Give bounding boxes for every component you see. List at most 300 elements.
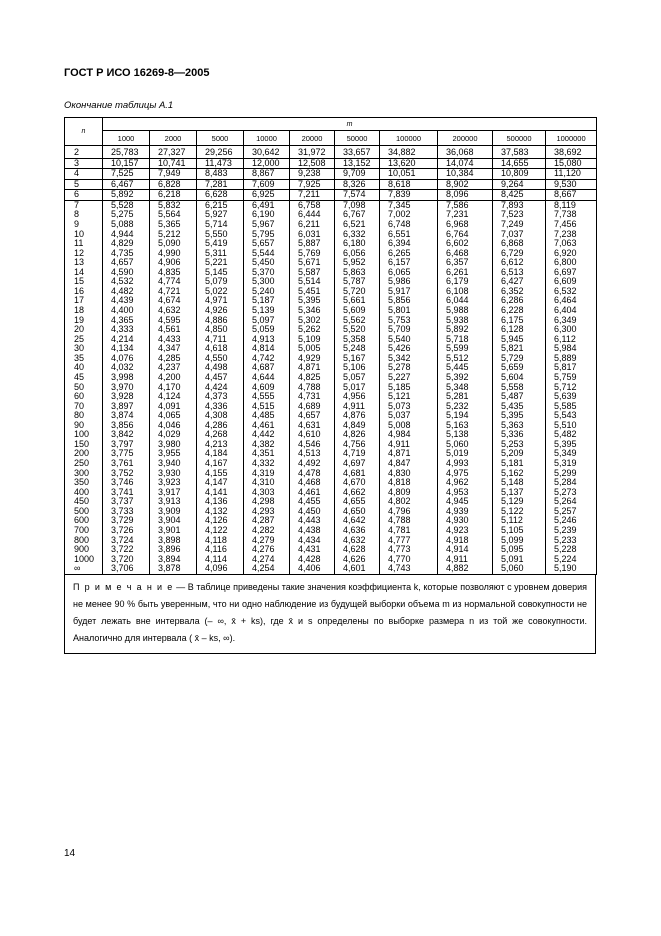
value-cell: 5,426 <box>380 344 438 354</box>
n-cell: 100 <box>65 430 103 440</box>
value-cell: 4,428 <box>290 555 335 565</box>
value-cell: 5,821 <box>493 344 546 354</box>
column-header-m: 2000 <box>150 131 197 146</box>
value-cell: 5,187 <box>244 296 290 306</box>
value-cell: 4,482 <box>103 287 150 297</box>
value-cell: 11,120 <box>546 169 597 180</box>
value-cell: 6,218 <box>150 190 197 201</box>
n-cell: 30 <box>65 344 103 354</box>
value-cell: 3,752 <box>103 469 150 479</box>
value-cell: 6,065 <box>380 268 438 278</box>
value-cell: 6,800 <box>546 258 597 268</box>
value-cell: 5,540 <box>380 335 438 345</box>
n-cell: 10 <box>65 230 103 240</box>
value-cell: 4,809 <box>380 488 438 498</box>
n-cell: 400 <box>65 488 103 498</box>
value-cell: 6,764 <box>438 230 493 240</box>
value-cell: 7,238 <box>546 230 597 240</box>
value-cell: 4,847 <box>380 459 438 469</box>
value-cell: 3,896 <box>150 545 197 555</box>
value-cell: 5,395 <box>546 440 597 450</box>
column-header-m: 1000 <box>103 131 150 146</box>
value-cell: 5,817 <box>546 363 597 373</box>
value-cell: 6,828 <box>150 179 197 190</box>
value-cell: 5,550 <box>197 230 244 240</box>
value-cell: 4,609 <box>244 383 290 393</box>
value-cell: 6,427 <box>493 277 546 287</box>
value-cell: 5,299 <box>546 469 597 479</box>
value-cell: 4,975 <box>438 469 493 479</box>
value-cell: 5,300 <box>244 277 290 287</box>
value-cell: 5,938 <box>438 316 493 326</box>
value-cell: 5,057 <box>335 373 380 383</box>
value-cell: 4,433 <box>150 335 197 345</box>
value-cell: 9,238 <box>290 169 335 180</box>
value-cell: 3,980 <box>150 440 197 450</box>
column-header-m: 1000000 <box>546 131 597 146</box>
value-cell: 4,721 <box>150 287 197 297</box>
n-cell: 9 <box>65 220 103 230</box>
value-cell: 31,972 <box>290 146 335 159</box>
table-container <box>64 117 596 654</box>
value-cell: 5,892 <box>438 325 493 335</box>
n-cell: 450 <box>65 497 103 507</box>
value-cell: 3,998 <box>103 373 150 383</box>
value-cell: 4,802 <box>380 497 438 507</box>
value-cell: 4,118 <box>197 536 244 546</box>
value-cell: 4,628 <box>335 545 380 555</box>
value-cell: 4,406 <box>290 564 335 574</box>
value-cell: 5,832 <box>150 200 197 210</box>
value-cell: 4,962 <box>438 478 493 488</box>
value-cell: 6,056 <box>335 249 380 259</box>
value-cell: 7,456 <box>546 220 597 230</box>
value-cell: 7,574 <box>335 190 380 201</box>
m-header: m <box>103 118 597 131</box>
value-cell: 5,395 <box>290 296 335 306</box>
value-cell: 4,438 <box>290 526 335 536</box>
n-cell: 17 <box>65 296 103 306</box>
value-cell: 7,249 <box>493 220 546 230</box>
value-cell: 5,212 <box>150 230 197 240</box>
value-cell: 4,777 <box>380 536 438 546</box>
value-cell: 4,923 <box>438 526 493 536</box>
n-cell: 5 <box>65 179 103 190</box>
column-header-m: 200000 <box>438 131 493 146</box>
value-cell: 4,351 <box>244 449 290 459</box>
value-cell: 5,162 <box>493 469 546 479</box>
value-cell: 5,370 <box>244 268 290 278</box>
value-cell: 4,237 <box>150 363 197 373</box>
value-cell: 4,498 <box>197 363 244 373</box>
value-cell: 5,482 <box>546 430 597 440</box>
value-cell: 3,797 <box>103 440 150 450</box>
value-cell: 3,940 <box>150 459 197 469</box>
n-cell: 200 <box>65 449 103 459</box>
value-cell: 4,126 <box>197 516 244 526</box>
n-cell: 18 <box>65 306 103 316</box>
value-cell: 5,109 <box>290 335 335 345</box>
value-cell: 4,918 <box>438 536 493 546</box>
value-cell: 4,550 <box>197 354 244 364</box>
value-cell: 3,901 <box>150 526 197 536</box>
value-cell: 6,128 <box>493 325 546 335</box>
value-cell: 5,302 <box>290 316 335 326</box>
value-cell: 4,561 <box>150 325 197 335</box>
value-cell: 4,468 <box>290 478 335 488</box>
value-cell: 5,060 <box>493 564 546 574</box>
value-cell: 5,419 <box>197 239 244 249</box>
value-cell: 4,032 <box>103 363 150 373</box>
value-cell: 4,450 <box>290 507 335 517</box>
value-cell: 3,874 <box>103 411 150 421</box>
value-cell: 4,461 <box>290 488 335 498</box>
value-cell: 6,108 <box>438 287 493 297</box>
value-cell: 15,080 <box>546 158 597 169</box>
value-cell: 4,184 <box>197 449 244 459</box>
value-cell: 4,293 <box>244 507 290 517</box>
n-cell: 8 <box>65 210 103 220</box>
table-row <box>65 158 597 169</box>
value-cell: 5,088 <box>103 220 150 230</box>
value-cell: 4,457 <box>197 373 244 383</box>
value-cell: 5,073 <box>380 402 438 412</box>
value-cell: 4,632 <box>150 306 197 316</box>
value-cell: 5,264 <box>546 497 597 507</box>
value-cell: 4,886 <box>197 316 244 326</box>
value-cell: 4,636 <box>335 526 380 536</box>
value-cell: 4,882 <box>438 564 493 574</box>
value-cell: 4,478 <box>290 469 335 479</box>
value-cell: 5,349 <box>546 449 597 459</box>
value-cell: 7,523 <box>493 210 546 220</box>
value-cell: 4,631 <box>290 421 335 431</box>
value-cell: 10,051 <box>380 169 438 180</box>
value-cell: 4,926 <box>197 306 244 316</box>
value-cell: 4,674 <box>150 296 197 306</box>
value-cell: 4,336 <box>197 402 244 412</box>
value-cell: 3,970 <box>103 383 150 393</box>
value-cell: 5,927 <box>197 210 244 220</box>
value-cell: 6,464 <box>546 296 597 306</box>
value-cell: 3,724 <box>103 536 150 546</box>
value-cell: 3,909 <box>150 507 197 517</box>
value-cell: 5,008 <box>380 421 438 431</box>
value-cell: 4,929 <box>290 354 335 364</box>
value-cell: 4,303 <box>244 488 290 498</box>
value-cell: 5,262 <box>290 325 335 335</box>
value-cell: 4,944 <box>103 230 150 240</box>
value-cell: 4,655 <box>335 497 380 507</box>
value-cell: 6,394 <box>380 239 438 249</box>
value-cell: 4,826 <box>335 430 380 440</box>
value-cell: 5,129 <box>493 497 546 507</box>
value-cell: 5,451 <box>290 287 335 297</box>
value-cell: 5,099 <box>493 536 546 546</box>
value-cell: 6,532 <box>546 287 597 297</box>
value-cell: 6,612 <box>493 258 546 268</box>
value-cell: 7,037 <box>493 230 546 240</box>
value-cell: 5,709 <box>380 325 438 335</box>
value-cell: 6,868 <box>493 239 546 249</box>
value-cell: 3,761 <box>103 459 150 469</box>
value-cell: 4,442 <box>244 430 290 440</box>
value-cell: 4,555 <box>244 392 290 402</box>
value-cell: 5,892 <box>103 190 150 201</box>
value-cell: 5,358 <box>335 335 380 345</box>
value-cell: 5,059 <box>244 325 290 335</box>
value-cell: 5,917 <box>380 287 438 297</box>
value-cell: 4,814 <box>244 344 290 354</box>
value-cell: 4,310 <box>244 478 290 488</box>
value-cell: 8,483 <box>197 169 244 180</box>
value-cell: 5,348 <box>438 383 493 393</box>
value-cell: 4,285 <box>150 354 197 364</box>
value-cell: 4,141 <box>197 488 244 498</box>
value-cell: 14,655 <box>493 158 546 169</box>
value-cell: 4,116 <box>197 545 244 555</box>
value-cell: 7,063 <box>546 239 597 249</box>
value-cell: 6,491 <box>244 200 290 210</box>
value-cell: 7,525 <box>103 169 150 180</box>
value-cell: 4,642 <box>335 516 380 526</box>
value-cell: 8,096 <box>438 190 493 201</box>
value-cell: 3,955 <box>150 449 197 459</box>
value-cell: 6,521 <box>335 220 380 230</box>
value-cell: 5,967 <box>244 220 290 230</box>
table-row <box>65 169 597 180</box>
value-cell: 11,473 <box>197 158 244 169</box>
value-cell: 4,400 <box>103 306 150 316</box>
table-row <box>65 190 597 201</box>
value-cell: 4,735 <box>103 249 150 259</box>
n-cell: 25 <box>65 335 103 345</box>
value-cell: 3,928 <box>103 392 150 402</box>
value-cell: 5,190 <box>546 564 597 574</box>
value-cell: 4,971 <box>197 296 244 306</box>
n-cell: 11 <box>65 239 103 249</box>
value-cell: 4,298 <box>244 497 290 507</box>
value-cell: 5,558 <box>493 383 546 393</box>
value-cell: 4,743 <box>380 564 438 574</box>
value-cell: 5,163 <box>438 421 493 431</box>
n-cell: 16 <box>65 287 103 297</box>
value-cell: 7,211 <box>290 190 335 201</box>
value-cell: 4,835 <box>150 268 197 278</box>
value-cell: 5,520 <box>335 325 380 335</box>
n-cell: 7 <box>65 200 103 210</box>
column-header-row <box>65 131 597 146</box>
value-cell: 4,796 <box>380 507 438 517</box>
value-cell: 3,722 <box>103 545 150 555</box>
value-cell: 4,365 <box>103 316 150 326</box>
value-cell: 7,345 <box>380 200 438 210</box>
value-cell: 4,876 <box>335 411 380 421</box>
value-cell: 6,729 <box>493 249 546 259</box>
value-cell: 4,279 <box>244 536 290 546</box>
value-cell: 4,742 <box>244 354 290 364</box>
value-cell: 3,913 <box>150 497 197 507</box>
note-lead: П р и м е ч а н и е <box>73 581 174 592</box>
value-cell: 27,327 <box>150 146 197 159</box>
value-cell: 5,657 <box>244 239 290 249</box>
value-cell: 5,091 <box>493 555 546 565</box>
value-cell: 7,925 <box>290 179 335 190</box>
value-cell: 4,155 <box>197 469 244 479</box>
value-cell: 4,046 <box>150 421 197 431</box>
value-cell: 3,729 <box>103 516 150 526</box>
value-cell: 5,275 <box>103 210 150 220</box>
value-cell: 3,923 <box>150 478 197 488</box>
value-cell: 5,952 <box>335 258 380 268</box>
value-cell: 5,121 <box>380 392 438 402</box>
value-cell: 3,737 <box>103 497 150 507</box>
value-cell: 5,661 <box>335 296 380 306</box>
n-cell: 12 <box>65 249 103 259</box>
value-cell: 5,122 <box>493 507 546 517</box>
value-cell: 4,939 <box>438 507 493 517</box>
value-cell: 5,718 <box>438 335 493 345</box>
value-cell: 4,913 <box>244 335 290 345</box>
value-cell: 9,709 <box>335 169 380 180</box>
value-cell: 5,392 <box>438 373 493 383</box>
value-cell: 5,759 <box>546 373 597 383</box>
value-cell: 7,098 <box>335 200 380 210</box>
value-cell: 4,773 <box>380 545 438 555</box>
value-cell: 6,628 <box>197 190 244 201</box>
n-cell: 6 <box>65 190 103 201</box>
value-cell: 5,346 <box>290 306 335 316</box>
n-cell: 1000 <box>65 555 103 565</box>
value-cell: 5,753 <box>380 316 438 326</box>
value-cell: 4,268 <box>197 430 244 440</box>
value-cell: 7,949 <box>150 169 197 180</box>
value-cell: 3,856 <box>103 421 150 431</box>
document-header: ГОСТ Р ИСО 16269-8—2005 <box>64 67 210 79</box>
n-cell: 15 <box>65 277 103 287</box>
n-cell: 45 <box>65 373 103 383</box>
value-cell: 4,333 <box>103 325 150 335</box>
value-cell: 3,726 <box>103 526 150 536</box>
value-cell: 13,152 <box>335 158 380 169</box>
value-cell: 6,211 <box>290 220 335 230</box>
value-cell: 8,867 <box>244 169 290 180</box>
value-cell: 4,984 <box>380 430 438 440</box>
value-cell: 6,265 <box>380 249 438 259</box>
value-cell: 5,273 <box>546 488 597 498</box>
value-cell: 5,599 <box>438 344 493 354</box>
value-cell: 8,119 <box>546 200 597 210</box>
value-cell: 5,604 <box>493 373 546 383</box>
value-cell: 4,424 <box>197 383 244 393</box>
value-cell: 4,829 <box>103 239 150 249</box>
value-cell: 4,644 <box>244 373 290 383</box>
value-cell: 4,287 <box>244 516 290 526</box>
value-cell: 4,770 <box>380 555 438 565</box>
column-header-m: 100000 <box>380 131 438 146</box>
value-cell: 4,681 <box>335 469 380 479</box>
value-cell: 5,106 <box>335 363 380 373</box>
value-cell: 4,953 <box>438 488 493 498</box>
value-cell: 4,431 <box>290 545 335 555</box>
value-cell: 6,920 <box>546 249 597 259</box>
page-number: 14 <box>64 848 76 859</box>
value-cell: 6,968 <box>438 220 493 230</box>
value-cell: 3,741 <box>103 488 150 498</box>
value-cell: 4,434 <box>290 536 335 546</box>
value-cell: 6,190 <box>244 210 290 220</box>
value-cell: 4,911 <box>335 402 380 412</box>
value-cell: 4,532 <box>103 277 150 287</box>
value-cell: 4,382 <box>244 440 290 450</box>
n-cell: 14 <box>65 268 103 278</box>
value-cell: 5,022 <box>197 287 244 297</box>
value-cell: 7,893 <box>493 200 546 210</box>
n-cell: 250 <box>65 459 103 469</box>
value-cell: 6,180 <box>335 239 380 249</box>
value-cell: 4,147 <box>197 478 244 488</box>
value-cell: 5,246 <box>546 516 597 526</box>
value-cell: 3,775 <box>103 449 150 459</box>
value-cell: 4,850 <box>197 325 244 335</box>
value-cell: 5,060 <box>438 440 493 450</box>
value-cell: 5,712 <box>546 383 597 393</box>
value-cell: 4,993 <box>438 459 493 469</box>
value-cell: 4,091 <box>150 402 197 412</box>
value-cell: 5,240 <box>244 287 290 297</box>
value-cell: 5,253 <box>493 440 546 450</box>
value-cell: 4,455 <box>290 497 335 507</box>
value-cell: 3,897 <box>103 402 150 412</box>
value-cell: 4,626 <box>335 555 380 565</box>
value-cell: 6,179 <box>438 277 493 287</box>
n-cell: 800 <box>65 536 103 546</box>
column-header-m: 5000 <box>197 131 244 146</box>
value-cell: 5,787 <box>335 277 380 287</box>
value-cell: 5,148 <box>493 478 546 488</box>
n-cell: 4 <box>65 169 103 180</box>
n-cell: 40 <box>65 363 103 373</box>
value-cell: 4,132 <box>197 507 244 517</box>
n-cell: 60 <box>65 392 103 402</box>
value-cell: 8,618 <box>380 179 438 190</box>
value-cell: 4,610 <box>290 430 335 440</box>
value-cell: 5,671 <box>290 258 335 268</box>
value-cell: 5,512 <box>438 354 493 364</box>
value-cell: 5,801 <box>380 306 438 316</box>
value-cell: 4,670 <box>335 478 380 488</box>
value-cell: 5,395 <box>493 411 546 421</box>
value-cell: 4,657 <box>103 258 150 268</box>
value-cell: 4,618 <box>197 344 244 354</box>
value-cell: 4,276 <box>244 545 290 555</box>
value-cell: 5,729 <box>493 354 546 364</box>
value-cell: 8,326 <box>335 179 380 190</box>
n-cell: 3 <box>65 158 103 169</box>
value-cell: 7,738 <box>546 210 597 220</box>
value-cell: 5,528 <box>103 200 150 210</box>
value-cell: 6,357 <box>438 258 493 268</box>
value-cell: 4,689 <box>290 402 335 412</box>
value-cell: 4,443 <box>290 516 335 526</box>
table-caption: Окончание таблицы А.1 <box>64 100 174 111</box>
value-cell: 13,620 <box>380 158 438 169</box>
value-cell: 4,990 <box>150 249 197 259</box>
value-cell: 4,719 <box>335 449 380 459</box>
value-cell: 4,906 <box>150 258 197 268</box>
value-cell: 6,697 <box>546 268 597 278</box>
value-cell: 5,137 <box>493 488 546 498</box>
